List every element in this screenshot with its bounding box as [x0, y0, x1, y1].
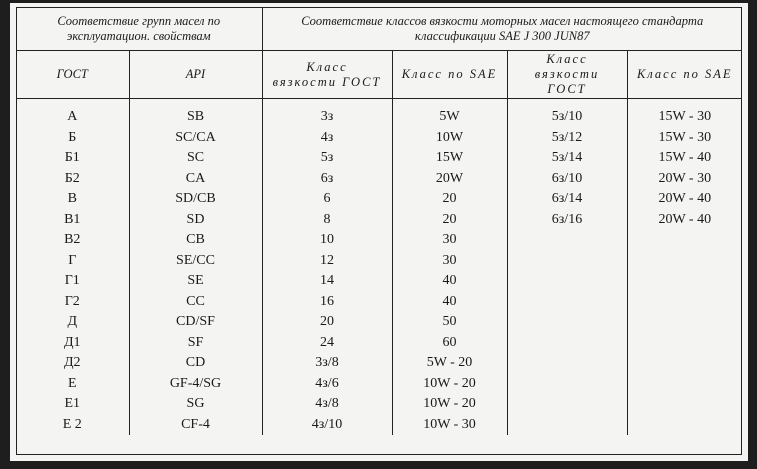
cell-api: SC — [129, 148, 262, 169]
cell-gost: Е1 — [64, 396, 81, 412]
cell-sae-1: 40 — [392, 292, 507, 313]
table-row — [16, 148, 742, 169]
table-row — [16, 394, 742, 415]
cell-sae-1: 5W - 20 — [392, 353, 507, 374]
cell-visc-gost-2 — [507, 415, 627, 436]
cell-visc-gost-2 — [507, 230, 627, 251]
cell-sae-1: 10W - 20 — [392, 374, 507, 395]
cell-visc-gost-1: 3з — [262, 99, 392, 128]
table-row — [16, 128, 742, 149]
cell-api: CD/SF — [129, 312, 262, 333]
cell-visc-gost-1: 20 — [262, 312, 392, 333]
cell-api: SB — [129, 99, 262, 128]
cell-gost: В — [67, 191, 77, 207]
cell-sae-1: 20 — [392, 210, 507, 231]
cell-visc-gost-1: 12 — [262, 251, 392, 272]
table-row — [16, 189, 742, 210]
cell-gost: Д — [67, 314, 78, 330]
header-visc-gost-1: Класс вязкости ГОСТ — [262, 51, 392, 99]
cell-api: CA — [129, 169, 262, 190]
header-viscosity-classes: Соответствие классов вязкости моторных масел настоящего стандарта классификации SAE J 300 JUN87 — [262, 7, 742, 51]
cell-sae-1: 10W - 20 — [392, 394, 507, 415]
table-row — [16, 353, 742, 374]
cell-api: SE — [129, 271, 262, 292]
cell-visc-gost-1: 16 — [262, 292, 392, 313]
cell-gost: Е 2 — [62, 416, 82, 432]
cell-sae-2 — [627, 230, 742, 251]
cell-sae-1: 60 — [392, 333, 507, 354]
cell-gost: Б2 — [64, 170, 80, 186]
cell-api: CB — [129, 230, 262, 251]
cell-visc-gost-1: 4з — [262, 128, 392, 149]
cell-visc-gost-1: 8 — [262, 210, 392, 231]
cell-visc-gost-2: 5з/14 — [507, 148, 627, 169]
cell-sae-2: 20W - 30 — [627, 169, 742, 190]
cell-sae-1: 50 — [392, 312, 507, 333]
table-row — [16, 292, 742, 313]
cell-sae-2 — [627, 394, 742, 415]
cell-api: SF — [129, 333, 262, 354]
cell-api: CD — [129, 353, 262, 374]
cell-visc-gost-2: 5з/12 — [507, 128, 627, 149]
cell-visc-gost-1: 14 — [262, 271, 392, 292]
cell-visc-gost-2 — [507, 394, 627, 415]
cell-visc-gost-2 — [507, 333, 627, 354]
cell-gost: В2 — [64, 232, 81, 248]
cell-sae-1: 30 — [392, 230, 507, 251]
cell-visc-gost-2: 6з/16 — [507, 210, 627, 231]
cell-visc-gost-2 — [507, 251, 627, 272]
cell-visc-gost-2 — [507, 312, 627, 333]
cell-api: SG — [129, 394, 262, 415]
cell-gost: Б — [68, 129, 77, 145]
cell-sae-2: 20W - 40 — [627, 210, 742, 231]
header-row-columns — [16, 51, 742, 99]
cell-visc-gost-2 — [507, 292, 627, 313]
cell-visc-gost-1: 24 — [262, 333, 392, 354]
cell-visc-gost-2 — [507, 353, 627, 374]
cell-visc-gost-1: 5з — [262, 148, 392, 169]
table-row — [16, 415, 742, 436]
cell-sae-2 — [627, 415, 742, 436]
table-row — [16, 99, 742, 128]
cell-sae-2 — [627, 271, 742, 292]
table-row — [16, 312, 742, 333]
cell-gost: Г1 — [64, 273, 80, 289]
cell-sae-1: 10W — [392, 128, 507, 149]
cell-visc-gost-1: 4з/8 — [262, 394, 392, 415]
header-operational-groups: Соответствие групп масел по эксплуатацион. свойствам — [16, 7, 262, 51]
cell-api: GF-4/SG — [129, 374, 262, 395]
table-row — [16, 271, 742, 292]
cell-api: SC/CA — [129, 128, 262, 149]
cell-sae-2: 15W - 30 — [627, 128, 742, 149]
cell-visc-gost-2: 6з/14 — [507, 189, 627, 210]
oil-classification-table — [16, 7, 742, 435]
cell-sae-2: 20W - 40 — [627, 189, 742, 210]
cell-visc-gost-1: 10 — [262, 230, 392, 251]
cell-visc-gost-1: 4з/10 — [262, 415, 392, 436]
table-row — [16, 210, 742, 231]
header-visc-gost-2: Класс вязкости ГОСТ — [507, 51, 627, 99]
table-body — [16, 99, 742, 436]
table-row — [16, 169, 742, 190]
cell-visc-gost-1: 4з/6 — [262, 374, 392, 395]
cell-sae-2: 15W - 40 — [627, 148, 742, 169]
cell-sae-2 — [627, 292, 742, 313]
header-sae-2: Класс по SAE — [627, 51, 742, 99]
table-row — [16, 333, 742, 354]
cell-sae-2 — [627, 251, 742, 272]
cell-api: SE/CC — [129, 251, 262, 272]
cell-visc-gost-2 — [507, 271, 627, 292]
cell-sae-2 — [627, 353, 742, 374]
cell-sae-1: 20W — [392, 169, 507, 190]
cell-sae-2 — [627, 374, 742, 395]
cell-visc-gost-1: 6 — [262, 189, 392, 210]
cell-visc-gost-1: 3з/8 — [262, 353, 392, 374]
cell-gost: Г2 — [64, 293, 80, 309]
cell-gost: Д1 — [63, 334, 81, 350]
cell-sae-2 — [627, 333, 742, 354]
table-row — [16, 374, 742, 395]
cell-visc-gost-2: 5з/10 — [507, 99, 627, 128]
table-row — [16, 230, 742, 251]
cell-gost: А — [67, 109, 78, 125]
document-page — [10, 3, 748, 461]
cell-visc-gost-1: 6з — [262, 169, 392, 190]
cell-api: SD — [129, 210, 262, 231]
table-row — [16, 251, 742, 272]
cell-sae-2 — [627, 312, 742, 333]
cell-gost: Г — [68, 252, 77, 268]
cell-sae-1: 40 — [392, 271, 507, 292]
cell-sae-1: 5W — [392, 99, 507, 128]
cell-gost: Б1 — [64, 150, 80, 166]
cell-sae-1: 15W — [392, 148, 507, 169]
header-row-groups — [16, 7, 742, 51]
cell-gost: Е — [67, 375, 77, 391]
cell-visc-gost-2: 6з/10 — [507, 169, 627, 190]
cell-gost: Д2 — [63, 355, 81, 371]
cell-sae-1: 20 — [392, 189, 507, 210]
header-api: API — [129, 51, 262, 99]
cell-visc-gost-2 — [507, 374, 627, 395]
header-gost: ГОСТ — [16, 51, 129, 99]
header-sae-1: Класс по SAE — [392, 51, 507, 99]
cell-sae-1: 10W - 30 — [392, 415, 507, 436]
cell-sae-1: 30 — [392, 251, 507, 272]
cell-sae-2: 15W - 30 — [627, 99, 742, 128]
cell-api: CF-4 — [129, 415, 262, 436]
cell-api: SD/CB — [129, 189, 262, 210]
cell-api: CC — [129, 292, 262, 313]
cell-gost: В1 — [64, 211, 81, 227]
